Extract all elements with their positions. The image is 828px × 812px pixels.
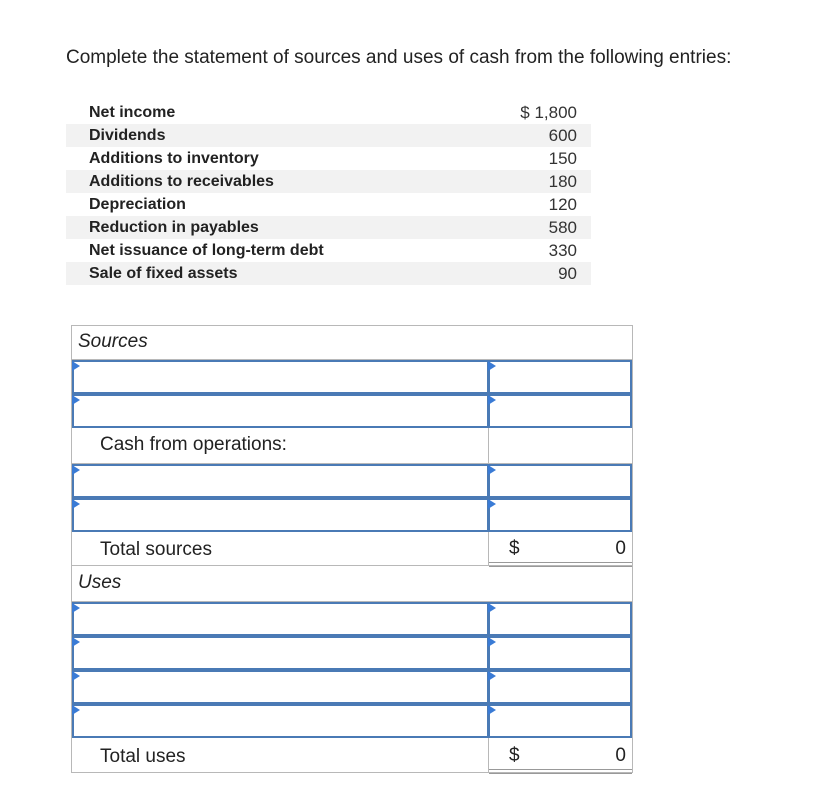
entry-value: 150	[548, 148, 577, 168]
entry-row	[66, 216, 591, 239]
entry-value: 120	[548, 194, 577, 214]
entries-table	[66, 101, 591, 285]
uses-label-input-2[interactable]	[72, 636, 489, 670]
instruction-text: Complete the statement of sources and uses of cash from the following entries:	[66, 47, 732, 68]
entry-label: Net income	[89, 103, 176, 121]
dropdown-marker-icon	[72, 395, 80, 405]
sources-amount-input-2[interactable]	[488, 394, 632, 428]
sources-amount-input-1[interactable]	[488, 360, 632, 394]
entry-label: Sale of fixed assets	[66, 262, 478, 285]
entry-row	[66, 147, 591, 170]
entry-value: 90	[478, 262, 591, 285]
uses-amount-input-1[interactable]	[488, 602, 632, 636]
entry-row	[66, 193, 591, 216]
entry-value: 180	[478, 170, 591, 193]
uses-label-input-1[interactable]	[72, 602, 489, 636]
dropdown-marker-icon	[488, 705, 496, 715]
uses-label-input-3[interactable]	[72, 670, 489, 704]
entry-value: $ 1,800	[520, 102, 577, 122]
total-uses-currency: $	[509, 745, 520, 766]
total-uses-label: Total uses	[100, 746, 186, 767]
dropdown-marker-icon	[488, 395, 496, 405]
sources-header: Sources	[78, 331, 148, 352]
dropdown-marker-icon	[488, 671, 496, 681]
uses-header: Uses	[78, 572, 122, 593]
sources-label-input-1[interactable]	[72, 360, 489, 394]
uses-amount-input-4[interactable]	[488, 704, 632, 738]
entry-value: 580	[478, 216, 591, 239]
uses-amount-input-2[interactable]	[488, 636, 632, 670]
dropdown-marker-icon	[488, 603, 496, 613]
entry-label: Depreciation	[89, 195, 186, 213]
entry-value: 330	[548, 240, 577, 260]
entry-value: 600	[478, 124, 591, 147]
entry-label: Additions to receivables	[66, 170, 478, 193]
total-sources-label: Total sources	[100, 539, 212, 560]
dropdown-marker-icon	[72, 671, 80, 681]
sources-label-input-3[interactable]	[72, 464, 489, 498]
uses-label-input-4[interactable]	[72, 704, 489, 738]
dropdown-marker-icon	[488, 361, 496, 371]
sources-amount-input-3[interactable]	[488, 464, 632, 498]
dropdown-marker-icon	[72, 465, 80, 475]
uses-amount-input-3[interactable]	[488, 670, 632, 704]
entry-row	[66, 101, 591, 124]
sources-uses-worksheet	[71, 325, 633, 773]
sources-amount-input-4[interactable]	[488, 498, 632, 532]
dropdown-marker-icon	[72, 705, 80, 715]
total-sources-currency: $	[509, 538, 520, 559]
total-sources-value: 0	[615, 538, 626, 559]
entry-label: Reduction in payables	[66, 216, 478, 239]
dropdown-marker-icon	[72, 499, 80, 509]
dropdown-marker-icon	[72, 637, 80, 647]
dropdown-marker-icon	[72, 603, 80, 613]
entry-label: Dividends	[66, 124, 478, 147]
entry-label: Net issuance of long-term debt	[89, 241, 324, 259]
entry-label: Additions to inventory	[89, 149, 259, 167]
entry-row	[66, 170, 591, 193]
dropdown-marker-icon	[72, 361, 80, 371]
entry-row	[66, 262, 591, 285]
dropdown-marker-icon	[488, 637, 496, 647]
sources-label-input-2[interactable]	[72, 394, 489, 428]
dropdown-marker-icon	[488, 465, 496, 475]
total-uses-value: 0	[615, 745, 626, 766]
entry-row	[66, 239, 591, 262]
cash-from-operations-label: Cash from operations:	[100, 434, 287, 455]
sources-label-input-4[interactable]	[72, 498, 489, 532]
dropdown-marker-icon	[488, 499, 496, 509]
entry-row	[66, 124, 591, 147]
